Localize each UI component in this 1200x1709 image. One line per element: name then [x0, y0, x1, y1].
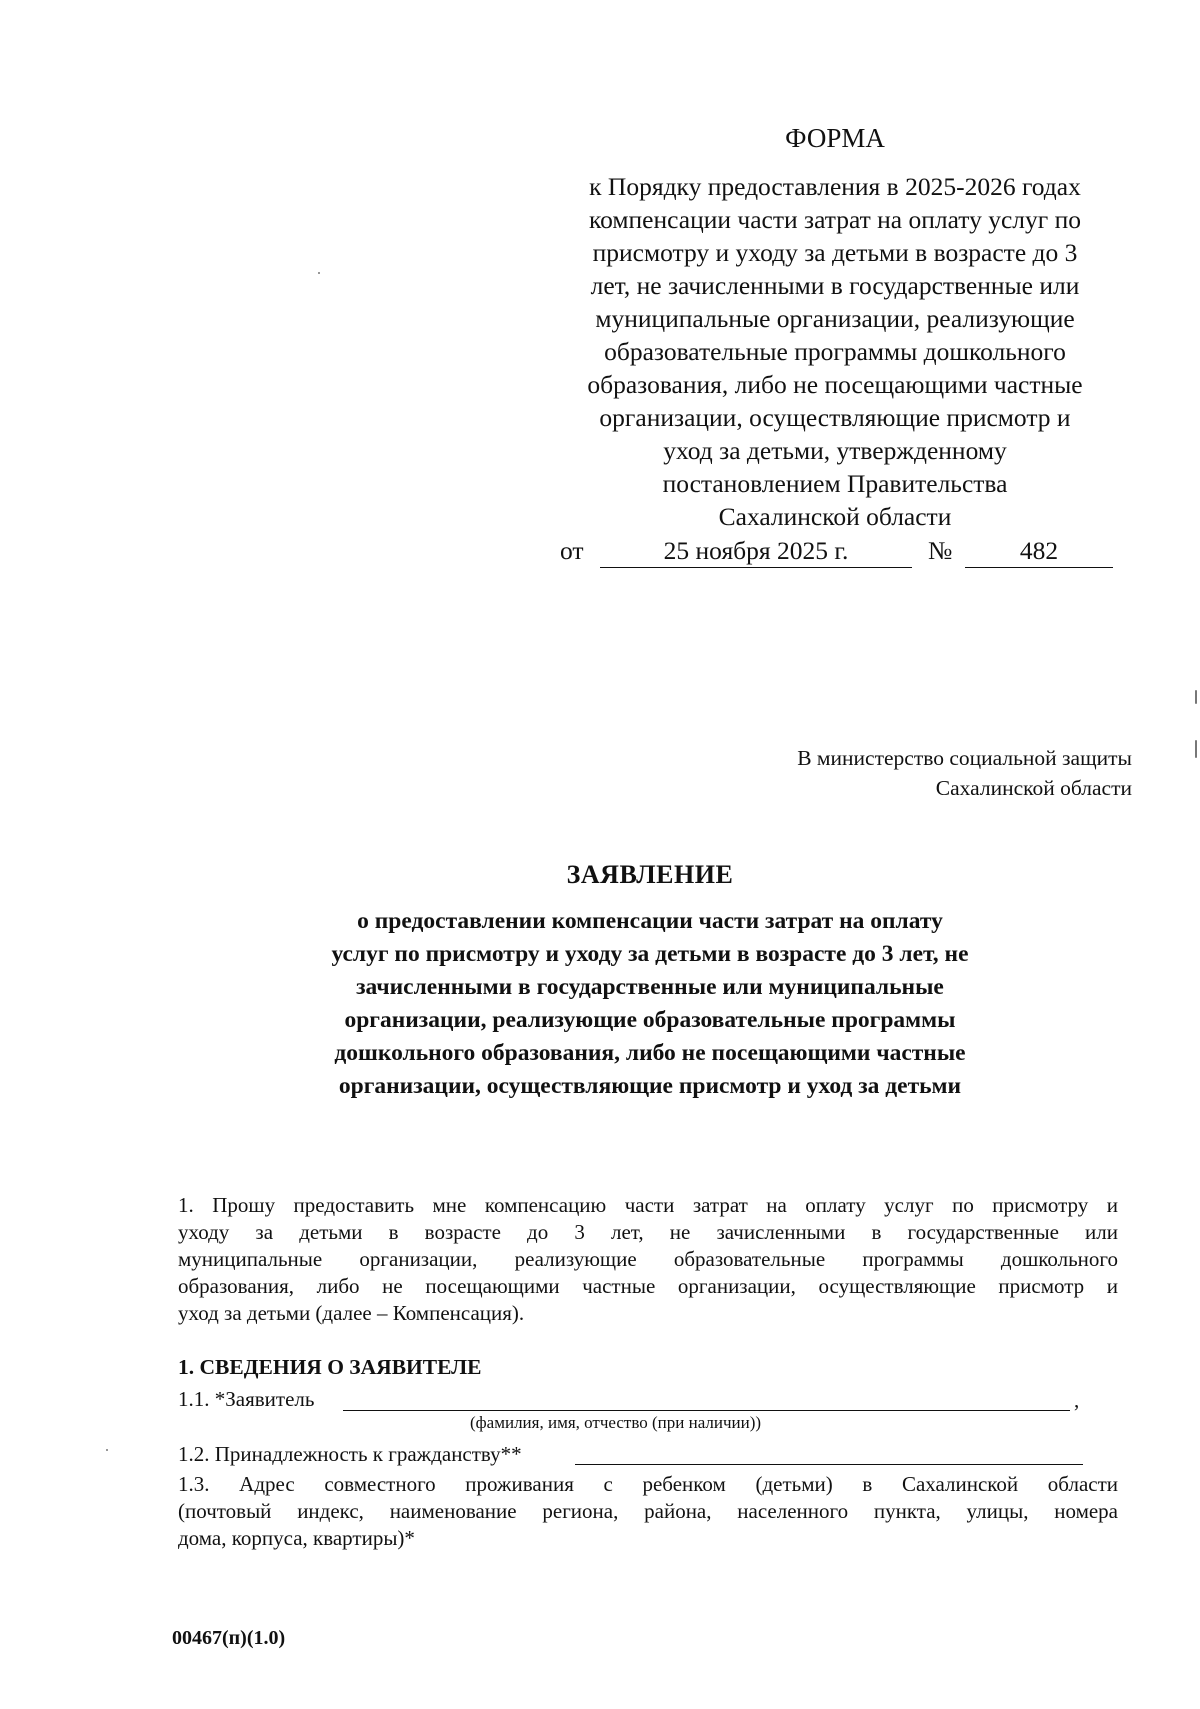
paragraph-line: уход за детьми (далее – Компенсация).: [178, 1301, 525, 1325]
form-reference-line: образования, либо не посещающими частные: [587, 370, 1083, 399]
applicant-fill-line[interactable]: [343, 1410, 1070, 1411]
form-reference-line: компенсации части затрат на оплату услуг по: [589, 205, 1081, 234]
paragraph-line: уходу за детьми в возрасте до 3 лет, не зачисленными в государственные или: [178, 1220, 1118, 1244]
statement-subtitle-line: организации, реализующие образовательные программы: [344, 1007, 956, 1033]
address-line: дома, корпуса, квартиры)*: [178, 1526, 415, 1550]
address-paragraph: [178, 1471, 1118, 1552]
citizenship-label: 1.2. Принадлежность к гражданству**: [178, 1442, 522, 1466]
form-reference-line: постановлением Правительства: [662, 469, 1008, 498]
scan-speck: [106, 1449, 108, 1451]
paragraph-line: 1. Прошу предоставить мне компенсацию части затрат на оплату услуг по присмотру и: [178, 1193, 1118, 1217]
decree-date-number-row: [560, 535, 1120, 569]
addressee-block: [797, 743, 1132, 803]
form-reference-line: к Порядку предоставления в 2025-2026 годах: [589, 172, 1081, 201]
section-heading-applicant: 1. СВЕДЕНИЯ О ЗАЯВИТЕЛЕ: [178, 1355, 482, 1379]
form-reference-line: присмотру и уходу за детьми в возрасте до 3: [592, 238, 1078, 267]
citizenship-fill-line[interactable]: [575, 1464, 1083, 1465]
scan-speck: [1195, 690, 1197, 704]
number-sign: №: [928, 536, 953, 565]
from-label: от: [560, 536, 584, 565]
form-reference-line: уход за детьми, утвержденному: [663, 436, 1007, 465]
form-reference-line: муниципальные организации, реализующие: [595, 304, 1075, 333]
address-line: 1.3. Адрес совместного проживания с ребенком (детьми) в Сахалинской области: [178, 1472, 1118, 1496]
address-line: (почтовый индекс, наименование региона, района, населенного пункта, улицы, номера: [178, 1499, 1118, 1523]
form-reference-block: [555, 170, 1115, 533]
paragraph-line: муниципальные организации, реализующие образовательные программы дошкольного: [178, 1247, 1118, 1271]
applicant-label: 1.1. *Заявитель: [178, 1387, 315, 1411]
statement-subtitle-line: организации, осуществляющие присмотр и уход за детьми: [338, 1073, 962, 1099]
decree-number: 482: [965, 535, 1113, 568]
decree-date: 25 ноября 2025 г.: [600, 535, 912, 568]
applicant-caption: (фамилия, имя, отчество (при наличии)): [470, 1413, 762, 1432]
statement-subtitle-line: зачисленными в государственные или муниципальные: [356, 974, 944, 1000]
form-reference-line: Сахалинской области: [718, 502, 952, 531]
form-code: 00467(п)(1.0): [172, 1627, 286, 1649]
form-reference-line: лет, не зачисленными в государственные или: [590, 271, 1080, 300]
statement-subtitle-line: о предоставлении компенсации части затрат на оплату: [357, 908, 943, 934]
scan-speck: [318, 272, 320, 274]
scan-speck: [1195, 740, 1197, 758]
request-paragraph: [178, 1192, 1118, 1327]
addressee-line: Сахалинской области: [935, 776, 1132, 800]
statement-subtitle-line: услуг по присмотру и уходу за детьми в возрасте до 3 лет, не: [331, 941, 969, 967]
paragraph-line: образования, либо не посещающими частные организации, осуществляющие присмотр и: [178, 1274, 1118, 1298]
form-label: ФОРМА: [785, 123, 885, 153]
applicant-comma: ,: [1074, 1388, 1080, 1412]
statement-subtitle-line: дошкольного образования, либо не посещающими частные: [334, 1040, 966, 1066]
form-reference-line: образовательные программы дошкольного: [604, 337, 1066, 366]
statement-subtitle: [100, 905, 1200, 1103]
form-reference-line: организации, осуществляющие присмотр и: [599, 403, 1071, 432]
addressee-line: В министерство социальной защиты: [797, 746, 1132, 770]
statement-title: ЗАЯВЛЕНИЕ: [566, 860, 734, 889]
